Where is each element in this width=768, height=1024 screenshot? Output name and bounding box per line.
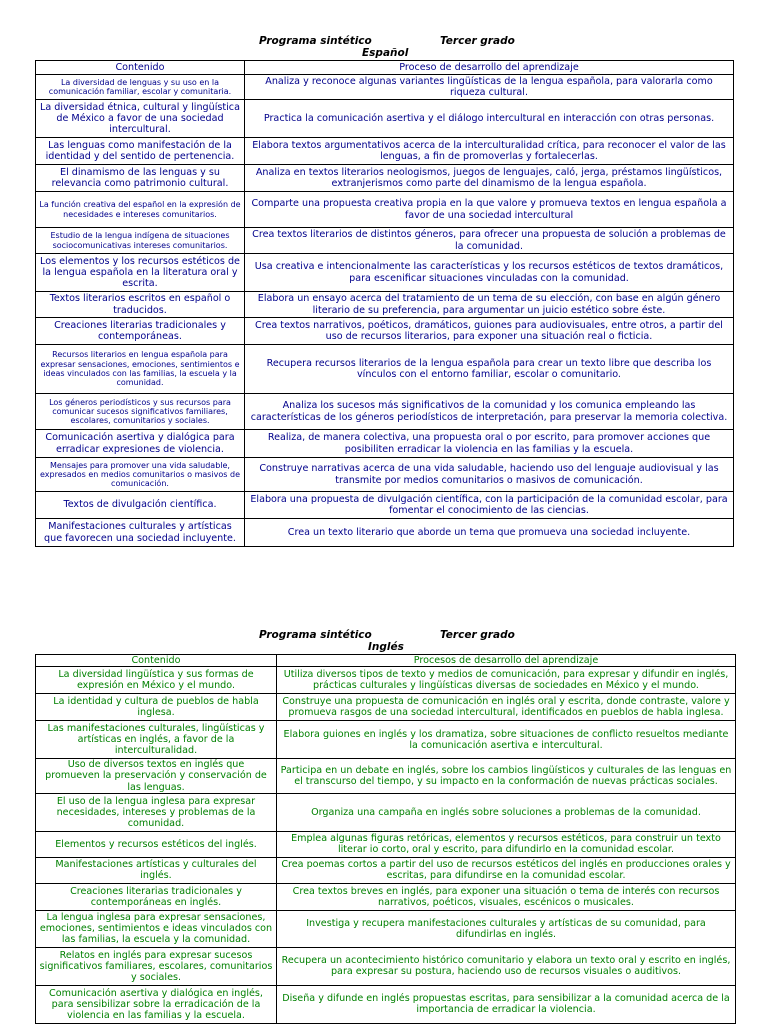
contenido-cell: La diversidad de lenguas y su uso en la comunicación familiar, escolar y comunitaria. — [36, 75, 245, 100]
espanol-heading — [0, 35, 768, 61]
table-row — [36, 75, 734, 100]
table-row — [36, 694, 736, 721]
table-row — [36, 138, 734, 165]
proceso-cell: Usa creativa e intencionalmente las características y los recursos estéticos de textos dramáticos, para escenificar situaciones vinculadas con la comunidad. — [245, 254, 734, 292]
contenido-cell: Creaciones literarias tradicionales y contemporáneas. — [36, 318, 245, 345]
ingles-subject: Inglés — [368, 641, 404, 653]
ingles-heading — [0, 629, 768, 655]
contenido-cell: Manifestaciones culturales y artísticas que favorecen una sociedad incluyente. — [36, 519, 245, 547]
proceso-cell: Crea poemas cortos a partir del uso de recursos estéticos del inglés en producciones orales y escritas, para difundirse en la comunidad escolar. — [277, 857, 736, 883]
column-header-procesos: Procesos de desarrollo del aprendizaje — [277, 655, 736, 667]
contenido-cell: Uso de diversos textos en inglés que promueven la preservación y conservación de las lenguas. — [36, 759, 277, 794]
ingles-grade: Tercer grado — [440, 629, 515, 641]
table-row — [36, 492, 734, 519]
espanol-grade: Tercer grado — [440, 35, 515, 47]
proceso-cell: Utiliza diversos tipos de texto y medios de comunicación, para expresar y difundir en inglés, prácticas culturales y lingüísticas diversas de sociedades en México y el mundo. — [277, 667, 736, 694]
contenido-cell: Comunicación asertiva y dialógica para erradicar expresiones de violencia. — [36, 430, 245, 458]
proceso-cell: Investiga y recupera manifestaciones culturales y artísticas de su comunidad, para difundirlas en inglés. — [277, 910, 736, 947]
table-row — [36, 667, 736, 694]
proceso-cell: Elabora un ensayo acerca del tratamiento de un tema de su elección, con base en algún género literario de su preferencia, para argumentar un juicio estético sobre éste. — [245, 292, 734, 318]
table-row — [36, 519, 734, 547]
contenido-cell: La lengua inglesa para expresar sensaciones, emociones, sentimientos e ideas vinculados con las familias, la escuela y la comunidad. — [36, 910, 277, 947]
contenido-cell: Los elementos y los recursos estéticos de la lengua española en la literatura oral y escrita. — [36, 254, 245, 292]
table-row — [36, 165, 734, 192]
table-row — [36, 857, 736, 883]
table-row — [36, 793, 736, 831]
contenido-cell: El uso de la lengua inglesa para expresar necesidades, intereses y problemas de la comunidad. — [36, 793, 277, 831]
contenido-cell: Comunicación asertiva y dialógica en inglés, para sensibilizar sobre la erradicación de la violencia en las familias y la escuela. — [36, 985, 277, 1023]
table-row — [36, 831, 736, 857]
proceso-cell: Elabora textos argumentativos acerca de la interculturalidad crítica, para reconocer el valor de las lenguas, a fin de promoverlas y fortalecerlas. — [245, 138, 734, 165]
proceso-cell: Construye narrativas acerca de una vida saludable, haciendo uso del lenguaje audiovisual y las transmite por medios comunitarios o masivos de comunicación. — [245, 458, 734, 492]
column-header-contenido: Contenido — [36, 655, 277, 667]
contenido-cell: Los géneros periodísticos y sus recursos para comunicar sucesos significativos familiares, escolares, comunitarios y sociales. — [36, 394, 245, 430]
table-row — [36, 883, 736, 910]
table-row — [36, 228, 734, 254]
contenido-cell: La función creativa del español en la expresión de necesidades e intereses comunitarios. — [36, 192, 245, 228]
contenido-cell: Textos literarios escritos en español o traducidos. — [36, 292, 245, 318]
table-row — [36, 985, 736, 1023]
proceso-cell: Elabora una propuesta de divulgación científica, con la participación de la comunidad escolar, para fomentar el conocimiento de las ciencias. — [245, 492, 734, 519]
proceso-cell: Crea un texto literario que aborde un tema que promueva una sociedad incluyente. — [245, 519, 734, 547]
contenido-cell: Estudio de la lengua indígena de situaciones sociocomunicativas intereses comunitarios. — [36, 228, 245, 254]
proceso-cell: Diseña y difunde en inglés propuestas escritas, para sensibilizar a la comunidad acerca de la importancia de erradicar la violencia. — [277, 985, 736, 1023]
contenido-cell: La diversidad étnica, cultural y lingüística de México a favor de una sociedad intercultural. — [36, 100, 245, 138]
ingles-table — [35, 654, 736, 1024]
table-row — [36, 910, 736, 947]
contenido-cell: Textos de divulgación científica. — [36, 492, 245, 519]
table-row — [36, 458, 734, 492]
table-row — [36, 100, 734, 138]
contenido-cell: El dinamismo de las lenguas y su relevancia como patrimonio cultural. — [36, 165, 245, 192]
proceso-cell: Crea textos breves en inglés, para exponer una situación o tema de interés con recursos narrativos, poéticos, visuales, escénicos o musicales. — [277, 883, 736, 910]
proceso-cell: Participa en un debate en inglés, sobre los cambios lingüísticos y culturales de las lenguas en el transcurso del tiempo, y su impacto en la conformación de nuevas prácticas sociales. — [277, 759, 736, 794]
espanol-subject: Español — [362, 47, 409, 59]
table-row — [36, 947, 736, 985]
ingles-program-title: Programa sintético — [259, 629, 372, 641]
proceso-cell: Realiza, de manera colectiva, una propuesta oral o por escrito, para promover acciones que posibiliten erradicar la violencia en las familias y la escuela. — [245, 430, 734, 458]
espanol-program-title: Programa sintético — [259, 35, 372, 47]
proceso-cell: Recupera un acontecimiento histórico comunitario y elabora un texto oral y escrito en inglés, para expresar su postura, haciendo uso de recursos visuales o auditivos. — [277, 947, 736, 985]
proceso-cell: Recupera recursos literarios de la lengua española para crear un texto libre que describa los vínculos con el entorno familiar, escolar o comunitario. — [245, 345, 734, 394]
table-row — [36, 721, 736, 759]
contenido-cell: Las manifestaciones culturales, lingüísticas y artísticas en inglés, a favor de la interculturalidad. — [36, 721, 277, 759]
contenido-cell: Las lenguas como manifestación de la identidad y del sentido de pertenencia. — [36, 138, 245, 165]
proceso-cell: Emplea algunas figuras retóricas, elementos y recursos estéticos, para construir un texto literar io corto, oral y escrito, para difundirlo en la comunidad escolar. — [277, 831, 736, 857]
proceso-cell: Analiza y reconoce algunas variantes lingüísticas de la lengua española, para valorarla como riqueza cultural. — [245, 75, 734, 100]
proceso-cell: Organiza una campaña en inglés sobre soluciones a problemas de la comunidad. — [277, 793, 736, 831]
contenido-cell: Recursos literarios en lengua española para expresar sensaciones, emociones, sentimientos e ideas vinculados con las familias, la escuela y la comunidad. — [36, 345, 245, 394]
table-header-row — [36, 61, 734, 75]
table-row — [36, 759, 736, 794]
proceso-cell: Practica la comunicación asertiva y el diálogo intercultural en interacción con otras personas. — [245, 100, 734, 138]
table-row — [36, 254, 734, 292]
proceso-cell: Comparte una propuesta creativa propia en la que valore y promueva textos en lengua española a favor de una sociedad intercultural — [245, 192, 734, 228]
proceso-cell: Elabora guiones en inglés y los dramatiza, sobre situaciones de conflicto resueltos mediante la comunicación asertiva e intercultural. — [277, 721, 736, 759]
contenido-cell: Relatos en inglés para expresar sucesos significativos familiares, escolares, comunitarios y sociales. — [36, 947, 277, 985]
proceso-cell: Crea textos literarios de distintos géneros, para ofrecer una propuesta de solución a problemas de la comunidad. — [245, 228, 734, 254]
column-header-proceso: Proceso de desarrollo del aprendizaje — [245, 61, 734, 75]
table-row — [36, 318, 734, 345]
contenido-cell: Elementos y recursos estéticos del inglés. — [36, 831, 277, 857]
table-row — [36, 430, 734, 458]
table-row — [36, 292, 734, 318]
proceso-cell: Analiza los sucesos más significativos de la comunidad y los comunica empleando las características de los géneros periodísticos de interpretación, para preservar la memoria colectiva. — [245, 394, 734, 430]
espanol-table — [35, 60, 734, 547]
contenido-cell: Mensajes para promover una vida saludable, expresados en medios comunitarios o masivos de comunicación. — [36, 458, 245, 492]
table-row — [36, 394, 734, 430]
contenido-cell: Manifestaciones artísticas y culturales del inglés. — [36, 857, 277, 883]
contenido-cell: La diversidad lingüística y sus formas de expresión en México y el mundo. — [36, 667, 277, 694]
column-header-contenido: Contenido — [36, 61, 245, 75]
table-row — [36, 345, 734, 394]
table-row — [36, 192, 734, 228]
table-header-row — [36, 655, 736, 667]
contenido-cell: Creaciones literarias tradicionales y contemporáneas en inglés. — [36, 883, 277, 910]
proceso-cell: Construye una propuesta de comunicación en inglés oral y escrita, donde contraste, valore y promueva rasgos de una sociedad intercultural, identificados en pueblos de habla inglesa. — [277, 694, 736, 721]
proceso-cell: Analiza en textos literarios neologismos, juegos de lenguajes, caló, jerga, préstamos lingüísticos, extranjerismos como parte del dinamismo de la lengua española. — [245, 165, 734, 192]
contenido-cell: La identidad y cultura de pueblos de habla inglesa. — [36, 694, 277, 721]
proceso-cell: Crea textos narrativos, poéticos, dramáticos, guiones para audiovisuales, entre otros, a partir del uso de recursos literarios, para exponer una situación real o ficticia. — [245, 318, 734, 345]
